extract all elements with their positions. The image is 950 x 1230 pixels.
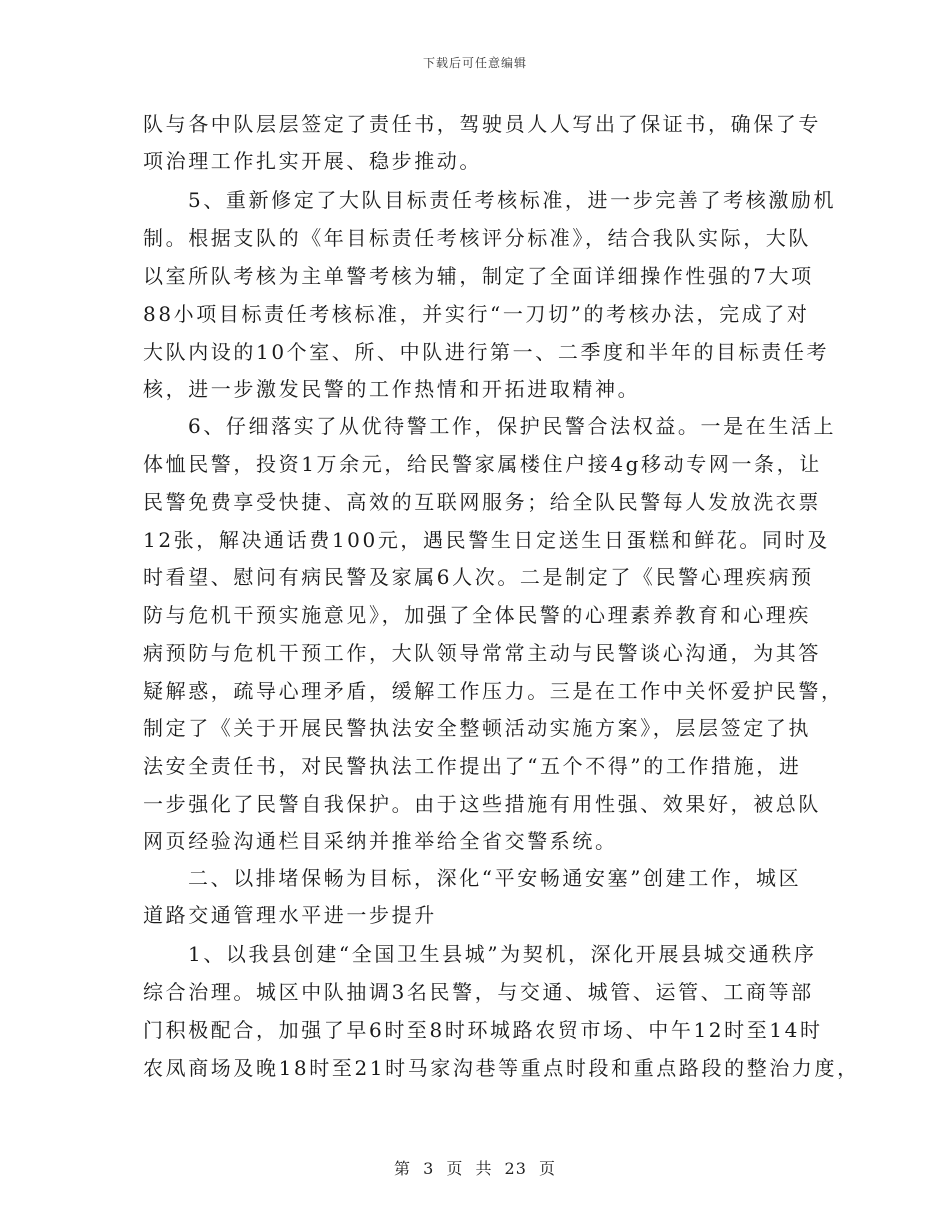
section-heading-line: 道路交通管理水平进一步提升 — [143, 903, 437, 927]
body-line: 制定了《关于开展民警执法安全整顿活动实施方案》，层层签定了执 — [143, 716, 811, 740]
body-line: 综合治理。城区中队抽调3名民警，与交通、城管、运管、工商等部 — [143, 980, 814, 1004]
body-line: 12张，解决通话费100元，遇民警生日定送生日蛋糕和鲜花。同时及 — [143, 528, 830, 552]
body-line: 6、仔细落实了从优待警工作，保护民警合法权益。一是在生活上 — [188, 414, 837, 438]
body-line: 体恤民警，投资1万余元，给民警家属楼住户接4g移动专网一条，让 — [143, 452, 822, 476]
body-line: 大队内设的10个室、所、中队进行第一、二季度和半年的目标责任考 — [143, 340, 830, 364]
body-line: 项治理工作扎实开展、稳步推动。 — [143, 149, 482, 173]
body-line: 队与各中队层层签定了责任书，驾驶员人人写出了保证书，确保了专 — [143, 112, 821, 136]
body-line: 农凤商场及晚18时至21时马家沟巷等重点时段和重点路段的整治力度， — [143, 1056, 860, 1080]
page-footer: 第 3 页 共 23 页 — [394, 1159, 556, 1178]
body-line: 防与危机干预实施意见》，加强了全体民警的心理素养教育和心理疾 — [143, 603, 811, 627]
body-line: 5、重新修定了大队目标责任考核标准，进一步完善了考核激励机 — [188, 188, 837, 212]
body-line: 法安全责任书，对民警执法工作提出了“五个不得”的工作措施，进 — [143, 754, 802, 778]
page-header: 下载后可任意编辑 — [422, 56, 527, 70]
body-line: 网页经验沟通栏目采纳并推举给全省交警系统。 — [143, 829, 618, 853]
body-line: 民警免费享受快捷、高效的互联网服务；给全队民警每人发放洗衣票 — [143, 490, 821, 514]
body-line: 1、以我县创建“全国卫生县城”为契机，深化开展县城交通秩序 — [188, 942, 817, 966]
section-heading-line: 二、以排堵保畅为目标，深化“平安畅通安塞”创建工作，城区 — [188, 866, 802, 890]
body-line: 疑解惑，疏导心理矛盾，缓解工作压力。三是在工作中关怀爱护民警， — [143, 679, 844, 703]
body-line: 核，进一步激发民警的工作热情和开拓进取精神。 — [143, 377, 641, 401]
body-line: 一步强化了民警自我保护。由于这些措施有用性强、效果好，被总队 — [143, 792, 821, 816]
body-line: 以室所队考核为主单警考核为辅，制定了全面详细操作性强的7大项 — [143, 264, 814, 288]
body-line: 88小项目标责任考核标准，并实行“一刀切”的考核办法，完成了对 — [143, 302, 810, 326]
body-line: 时看望、慰问有病民警及家属6人次。二是制定了《民警心理疾病预 — [143, 565, 814, 589]
body-line: 制。根据支队的《年目标责任考核评分标准》，结合我队实际，大队 — [143, 226, 811, 250]
body-line: 门积极配合，加强了早6时至8时环城路农贸市场、中午12时至14时 — [143, 1018, 823, 1042]
body-line: 病预防与危机干预工作，大队领导常常主动与民警谈心沟通，为其答 — [143, 641, 821, 665]
